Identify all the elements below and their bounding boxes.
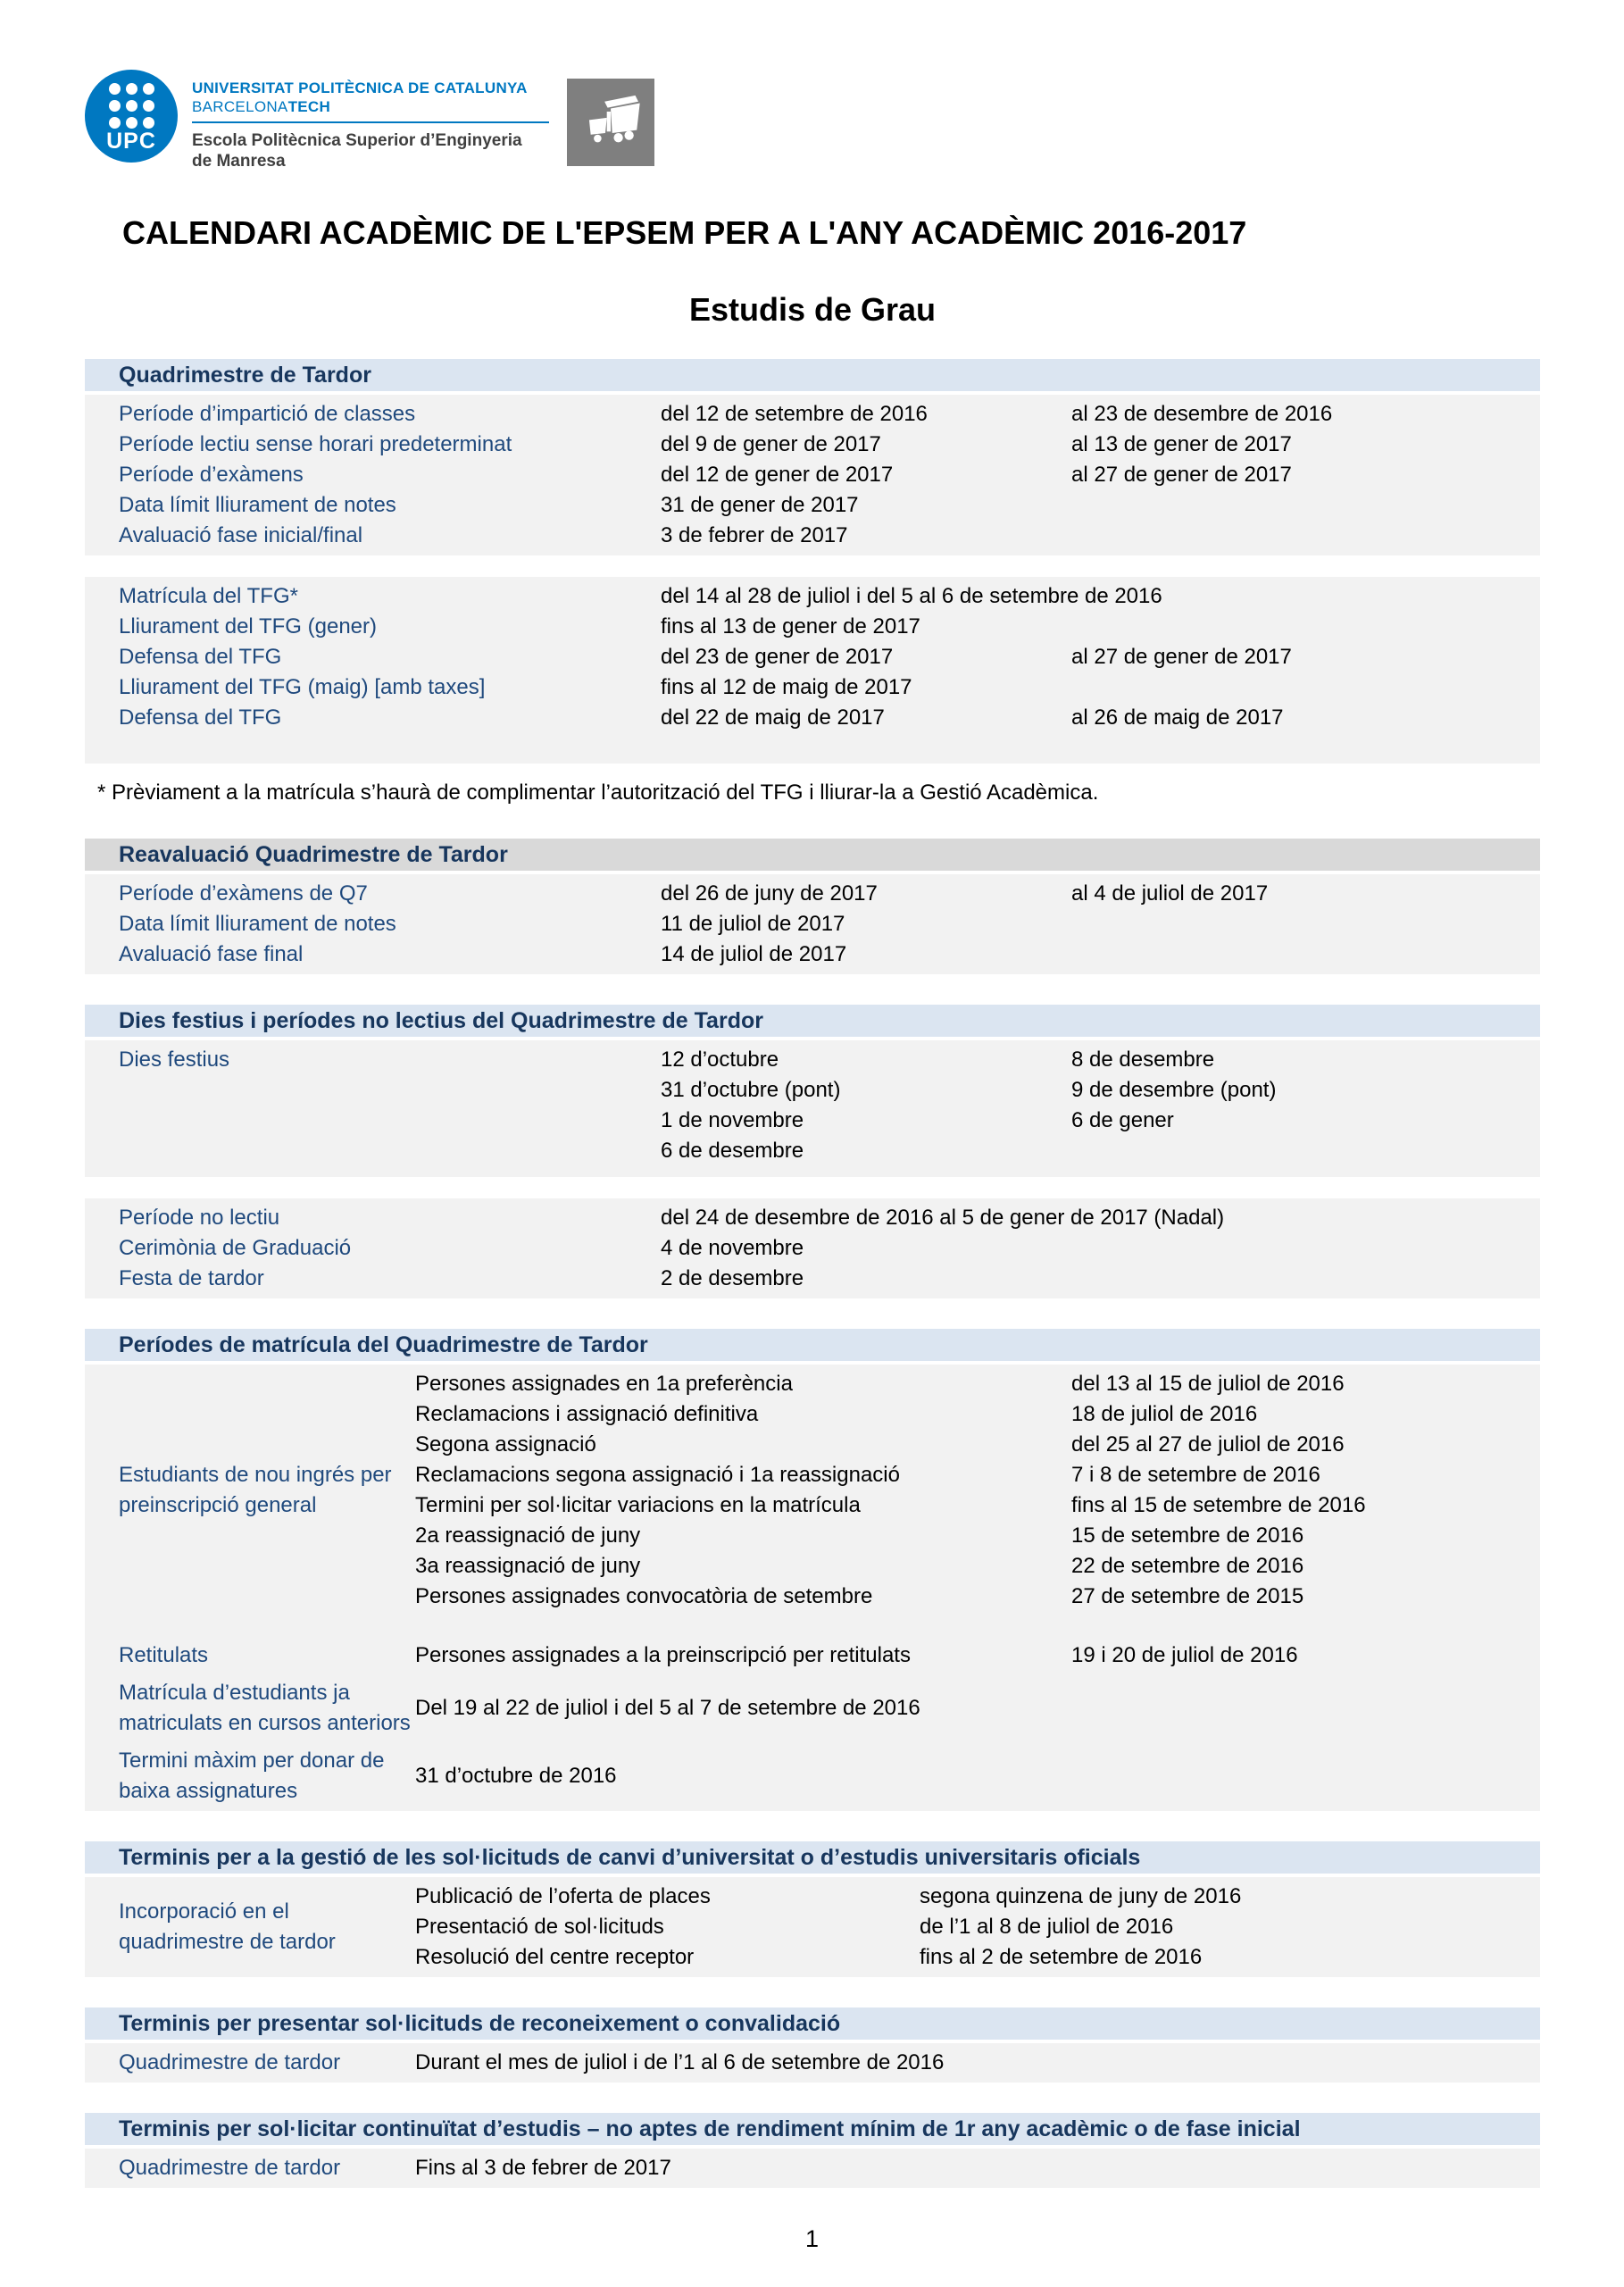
mine-cart-icon [572,84,649,161]
value-start: del 26 de juny de 2017 [661,881,878,906]
row-label: Avaluació fase final [119,942,304,966]
value-start: del 12 de setembre de 2016 [661,402,928,426]
value-line [661,460,1540,490]
value-end: del 25 al 27 de juliol de 2016 [1071,1432,1345,1457]
row-values [661,642,1540,672]
value-start: fins al 13 de gener de 2017 [661,614,920,639]
upc-logo [85,70,178,163]
row-label: Període no lectiu [119,1206,280,1230]
value-end: 18 de juliol de 2016 [1071,1402,1258,1426]
row-label: Cerimònia de Graduació [119,1236,352,1260]
table-row [85,2153,1540,2183]
row-values [415,1761,1540,1791]
value-start: del 22 de maig de 2017 [661,705,885,730]
table-row [85,939,1540,970]
row-group [85,1040,1540,1177]
value-start: 31 de gener de 2017 [661,493,859,517]
calendar-section [85,2113,1540,2188]
section-header: Reavaluació Quadrimestre de Tardor [85,839,1540,871]
row-label: Període d’exàmens [119,463,304,487]
value-line [415,1693,1540,1724]
value-line [415,1460,1540,1490]
value-start: Termini per sol·licitar variacions en la matrícula [415,1493,861,1517]
value-line [415,1521,1540,1551]
row-values [415,1640,1540,1671]
section-header: Terminis per presentar sol·licituds de reconeixement o convalidació [85,2007,1540,2040]
row-group [85,2149,1540,2188]
value-end: 8 de desembre [1071,1048,1215,1072]
calendar-section [85,1005,1540,1298]
table-row [85,1640,1540,1671]
value-line [661,672,1540,703]
value-line [415,1490,1540,1521]
value-end: al 27 de gener de 2017 [1071,463,1292,487]
value-line [661,1075,1540,1106]
row-label: Estudiants de nou ingrés per preinscripció general [119,1463,392,1517]
value-start: 2a reassignació de juny [415,1523,641,1548]
row-label: Festa de tardor [119,1266,264,1290]
row-label: Defensa del TFG [119,645,282,669]
value-start: 12 d’octubre [661,1048,779,1072]
value-line [415,1640,1540,1671]
row-values [415,1693,1540,1724]
calendar-section [85,1841,1540,1977]
value-start: 3a reassignació de juny [415,1554,641,1578]
value-line [661,939,1540,970]
row-label: Matrícula d’estudiants ja matriculats en cursos anteriors [119,1681,411,1735]
value-start: Presentació de sol·licituds [415,1915,664,1939]
value-start: Persones assignades en 1a preferència [415,1372,793,1396]
row-values [661,612,1540,642]
value-start: Reclamacions i assignació definitiva [415,1402,759,1426]
row-values [661,1233,1540,1264]
value-start: del 24 de desembre de 2016 al 5 de gener de 2017 (Nadal) [661,1206,1225,1230]
school-name-line1: Escola Politècnica Superior d’Enginyeria [192,131,522,150]
row-values [661,521,1540,551]
row-label: Retitulats [119,1643,209,1667]
value-line [661,1264,1540,1294]
table-row [85,909,1540,939]
row-label: Lliurament del TFG (gener) [119,614,378,639]
row-values [661,581,1540,612]
value-line [415,1912,1540,1942]
calendar-body [85,359,1540,2188]
value-start: del 23 de gener de 2017 [661,645,894,669]
value-start: Del 19 al 22 de juliol i del 5 al 7 de setembre de 2016 [415,1696,920,1720]
table-row [85,1369,1540,1612]
row-group [85,1877,1540,1977]
row-label: Quadrimestre de tardor [119,2050,341,2074]
value-line [661,1233,1540,1264]
epsem-logo [567,79,654,166]
row-values [661,1203,1540,1233]
value-line [661,1136,1540,1166]
row-group [85,395,1540,555]
value-line [661,909,1540,939]
table-row [85,703,1540,733]
value-end: al 23 de desembre de 2016 [1071,402,1333,426]
table-row [85,1233,1540,1264]
row-values [661,490,1540,521]
value-line [661,642,1540,672]
row-label: Lliurament del TFG (maig) [amb taxes] [119,675,486,699]
table-row [85,1678,1540,1739]
section-header: Períodes de matrícula del Quadrimestre de Tardor [85,1329,1540,1361]
value-start: 6 de desembre [661,1139,804,1163]
row-group [85,2043,1540,2083]
value-line [415,2153,1540,2183]
value-end: de l’1 al 8 de juliol de 2016 [920,1915,1174,1939]
value-start: Resolució del centre receptor [415,1945,695,1969]
row-label: Data límit lliurament de notes [119,912,396,936]
value-end: al 26 de maig de 2017 [1071,705,1284,730]
table-row [85,612,1540,642]
value-end: 9 de desembre (pont) [1071,1078,1277,1102]
value-start: 1 de novembre [661,1108,804,1132]
upc-acronym: UPC [106,128,156,154]
value-end: fins al 15 de setembre de 2016 [1071,1493,1366,1517]
value-end: segona quinzena de juny de 2016 [920,1884,1242,1908]
brand-text [192,70,549,171]
document-title: CALENDARI ACADÈMIC DE L'EPSEM PER A L'ANY ACADÈMIC 2016-2017 [122,214,1247,251]
value-start: Segona assignació [415,1432,596,1457]
row-values [661,703,1540,733]
value-start: Publicació de l’oferta de places [415,1884,711,1908]
value-end: al 4 de juliol de 2017 [1071,881,1269,906]
row-label: Matrícula del TFG* [119,584,298,608]
table-row [85,581,1540,612]
value-start: del 9 de gener de 2017 [661,432,881,456]
value-start: Durant el mes de juliol i de l’1 al 6 de setembre de 2016 [415,2050,945,2074]
section-header: Terminis per sol·licitar continuïtat d’estudis – no aptes de rendiment mínim de 1r any acadèmic o de fase inicial [85,2113,1540,2145]
table-row [85,460,1540,490]
value-line [415,1882,1540,1912]
calendar-section [85,2007,1540,2083]
calendar-section [85,1329,1540,1811]
value-start: 14 de juliol de 2017 [661,942,847,966]
value-start: Persones assignades a la preinscripció per retitulats [415,1643,911,1667]
value-start: Reclamacions segona assignació i 1a reassignació [415,1463,900,1487]
value-line [661,581,1540,612]
row-values [661,1264,1540,1294]
value-line [661,612,1540,642]
row-label: Quadrimestre de tardor [119,2156,341,2180]
row-values [661,939,1540,970]
table-row [85,642,1540,672]
value-line [661,703,1540,733]
row-values [415,1369,1540,1612]
value-line [661,399,1540,430]
value-start: 4 de novembre [661,1236,804,1260]
row-label: Període d’impartició de classes [119,402,416,426]
value-line [415,1369,1540,1399]
row-label: Avaluació fase inicial/final [119,523,363,547]
value-start: 31 d’octubre de 2016 [415,1764,617,1788]
document-subtitle: Estudis de Grau [688,291,937,328]
row-values [661,879,1540,909]
table-row [85,672,1540,703]
barcelonatech-line [192,97,549,116]
value-line [415,1551,1540,1582]
row-values [661,909,1540,939]
table-row [85,1203,1540,1233]
table-row [85,399,1540,430]
row-values [415,2048,1540,2078]
value-line [415,2048,1540,2078]
value-end: al 13 de gener de 2017 [1071,432,1292,456]
section-header: Terminis per a la gestió de les sol·licituds de canvi d’universitat o d’estudis universitaris oficials [85,1841,1540,1874]
row-values [661,1045,1540,1166]
value-start: 2 de desembre [661,1266,804,1290]
calendar-section [85,359,1540,764]
value-end: al 27 de gener de 2017 [1071,645,1292,669]
value-start: fins al 12 de maig de 2017 [661,675,912,699]
row-values [661,430,1540,460]
value-line [661,879,1540,909]
table-row [85,1045,1540,1166]
upc-dots-icon [109,83,154,129]
value-line [415,1942,1540,1973]
row-values [415,1882,1540,1973]
value-line [661,521,1540,551]
table-row [85,1746,1540,1807]
barcelona-label: BARCELONA [192,98,288,115]
table-row [85,430,1540,460]
section-header: Quadrimestre de Tardor [85,359,1540,391]
value-line [415,1582,1540,1612]
logo-divider [192,121,549,123]
row-label: Període d’exàmens de Q7 [119,881,368,906]
table-row [85,2048,1540,2078]
row-label: Data límit lliurament de notes [119,493,396,517]
table-row [85,1882,1540,1973]
calendar-section [85,839,1540,974]
value-end: 7 i 8 de setembre de 2016 [1071,1463,1320,1487]
tech-label: TECH [287,98,331,115]
row-values [415,2153,1540,2183]
row-group [85,577,1540,764]
table-row [85,521,1540,551]
row-group [85,874,1540,974]
value-end: fins al 2 de setembre de 2016 [920,1945,1203,1969]
value-start: del 14 al 28 de juliol i del 5 al 6 de setembre de 2016 [661,584,1162,608]
value-end: del 13 al 15 de juliol de 2016 [1071,1372,1345,1396]
table-row [85,490,1540,521]
table-row [85,1264,1540,1294]
section-header: Dies festius i períodes no lectius del Quadrimestre de Tardor [85,1005,1540,1037]
value-line [661,1045,1540,1075]
value-line [661,1203,1540,1233]
row-label: Termini màxim per donar de baixa assignatures [119,1749,385,1803]
row-label: Defensa del TFG [119,705,282,730]
row-group [85,1198,1540,1298]
value-line [661,490,1540,521]
brand-header [85,70,1540,171]
row-label: Dies festius [119,1048,230,1072]
value-end: 27 de setembre de 2015 [1071,1584,1304,1608]
value-start: 31 d’octubre (pont) [661,1078,841,1102]
value-start: 11 de juliol de 2017 [661,912,845,936]
value-line [415,1430,1540,1460]
value-end: 15 de setembre de 2016 [1071,1523,1304,1548]
value-start: Fins al 3 de febrer de 2017 [415,2156,671,2180]
page-number: 1 [804,2225,820,2252]
table-row [85,879,1540,909]
value-end: 22 de setembre de 2016 [1071,1554,1304,1578]
value-line [415,1399,1540,1430]
row-label: Incorporació en el quadrimestre de tardor [119,1899,336,1954]
value-end: 19 i 20 de juliol de 2016 [1071,1643,1298,1667]
value-start: 3 de febrer de 2017 [661,523,848,547]
row-values [661,672,1540,703]
tfg-footnote: * Prèviament a la matrícula s’haurà de complimentar l’autorització del TFG i lliurar-la a Gestió Acadèmica. [97,780,1099,805]
row-values [661,460,1540,490]
school-name [192,130,549,171]
value-end: 6 de gener [1071,1108,1174,1132]
row-values [661,399,1540,430]
value-line [661,1106,1540,1136]
value-line [415,1761,1540,1791]
value-start: Persones assignades convocatòria de setembre [415,1584,873,1608]
university-name: UNIVERSITAT POLITÈCNICA DE CATALUNYA [192,79,528,96]
row-label: Període lectiu sense horari predeterminat [119,432,512,456]
value-start: del 12 de gener de 2017 [661,463,894,487]
value-line [661,430,1540,460]
row-group [85,1365,1540,1811]
school-name-line2: de Manresa [192,152,286,171]
